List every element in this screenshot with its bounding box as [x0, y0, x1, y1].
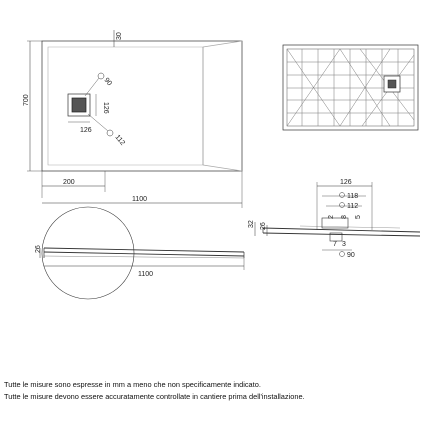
dim-height: 700	[23, 94, 30, 106]
dim-section-length: 1100	[138, 271, 154, 278]
detail-26: 26	[260, 222, 267, 230]
detail-3: 3	[342, 241, 346, 248]
detail-90: 90	[347, 252, 355, 259]
drain-grate	[72, 98, 86, 112]
note-line-1: Tutte le misure sono espresse in mm a meno che non specificamente indicato.	[4, 380, 261, 389]
detail-7: 7	[333, 241, 337, 248]
detail-view	[248, 179, 420, 259]
detail-2: 2	[328, 215, 335, 219]
detail-8: 8	[341, 215, 348, 219]
dim-width: 1100	[132, 196, 148, 203]
dim-thickness: 26	[35, 245, 42, 253]
detail-5: 5	[355, 215, 362, 219]
shelf-edge-top	[203, 41, 242, 47]
underside-view	[283, 45, 418, 130]
section-view	[35, 207, 244, 299]
dim-shelf: 200	[63, 179, 75, 186]
tray-basin	[48, 47, 203, 165]
dim-top-offset: 30	[116, 32, 123, 40]
note-line-2: Tutte le misure devono essere accuratamente controllate in cantiere prima dell'installazione.	[4, 392, 305, 401]
dim-drain-box-h: 126	[102, 102, 109, 114]
detail-32: 32	[248, 220, 255, 228]
plan-view	[23, 30, 242, 208]
dim-drain-90: 90	[102, 76, 113, 88]
detail-126: 126	[340, 179, 352, 186]
dim-drain-112: 112	[113, 133, 127, 147]
shelf-edge-bottom	[203, 165, 242, 171]
dim-drain-box-w: 126	[80, 127, 92, 134]
detail-112: 112	[347, 203, 359, 210]
detail-118: 118	[347, 193, 359, 200]
